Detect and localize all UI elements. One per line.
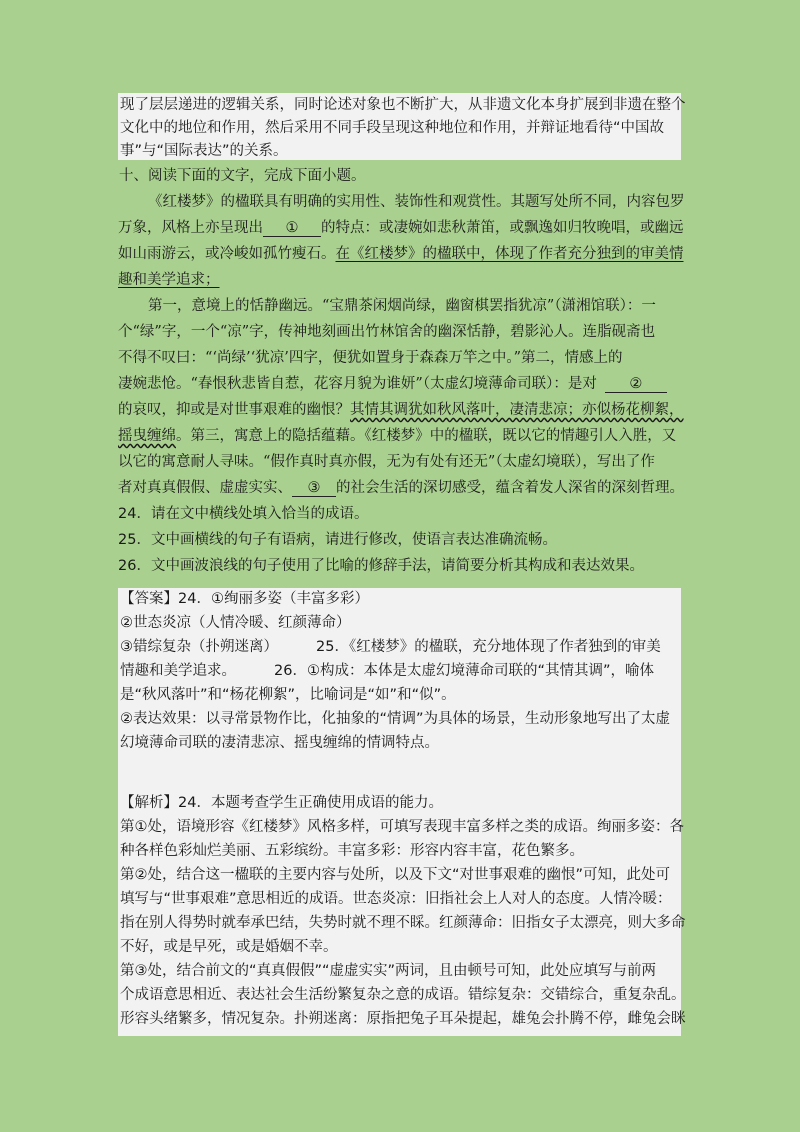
answer-line: ③错综复杂（扑朔迷离） 25．《红楼梦》的楹联，充分地体现了作者独到的审美 bbox=[120, 639, 661, 655]
text-line: 第一，意境上的恬静幽远。“宝鼎茶闲烟尚绿，幽窗棋罢指犹凉”（潇湘馆联）：一 bbox=[148, 298, 656, 314]
text-line: 摇曳缠绵。第三，寓意上的隐括蕴藉。《红楼梦》中的楹联，既以它的情趣引人入胜，又 bbox=[118, 428, 677, 444]
answer-line: 幻境薄命司联的凄清悲凉、摇曳缠绵的情调特点。 bbox=[120, 735, 439, 751]
wavy-sentence-end: 摇曳缠绵 bbox=[118, 428, 176, 444]
text-line: 《红楼梦》的楹联具有明确的实用性、装饰性和观赏性。其题写处所不同，内容包罗 bbox=[148, 194, 685, 210]
explanation-line: 【解析】24．本题考查学生正确使用成语的能力。 bbox=[120, 795, 443, 811]
explanation-line: 个成语意思相近、表达社会生活纷繁复杂之意的成语。错综复杂：交错综合，重复杂乱。 bbox=[120, 987, 686, 1003]
text-line: 文化中的地位和作用，然后采用不同手段呈现这种地位和作用，并辩证地看待“中国故 bbox=[120, 120, 665, 136]
question-heading: 十、阅读下面的文字，完成下面小题。 bbox=[119, 168, 366, 184]
explanation-line: 不好，或是早死，或是婚姻不幸。 bbox=[120, 939, 338, 955]
explanation-line: 第③处，结合前文的“真真假假”“虚虚实实”两词，且由顿号可知，此处应填写与前两 bbox=[120, 963, 657, 979]
explanation-line: 种各样色彩灿烂美丽、五彩缤纷。丰富多彩：形容内容丰富，花色繁多。 bbox=[120, 843, 584, 859]
wavy-sentence: 其情其调犹如秋风落叶，凄清悲凉；亦似杨花柳絮， bbox=[350, 402, 684, 418]
answer-block bbox=[118, 588, 686, 1036]
underlined-sentence-end: 趣和美学追求； bbox=[118, 272, 220, 288]
text-line bbox=[118, 271, 220, 289]
answer-line: 情趣和美学追求。 26．①构成：本体是太虚幻境薄命司联的“其情其调”，喻体 bbox=[120, 663, 654, 679]
answer-line: 是“秋风落叶”和“杨花柳絮”，比喻词是“如”和“似”。 bbox=[120, 687, 456, 703]
explanation-line: 指在别人得势时就奉承巴结，失势时就不理不睬。红颜薄命：旧指女子太漂亮，则大多命 bbox=[120, 915, 686, 931]
text-line: 现了层层递进的逻辑关系，同时论述对象也不断扩大，从非遗文化本身扩展到非遗在整个 bbox=[120, 97, 686, 113]
previous-answer-block bbox=[118, 93, 686, 160]
blank-2: ② bbox=[605, 376, 667, 393]
blank-3: ③ bbox=[292, 480, 336, 497]
explanation-line: 第②处，结合这一楹联的主要内容与处所，以及下文“对世事艰难的幽恨”可知，此处可 bbox=[120, 867, 671, 883]
text-line: 凄婉悲怆。“春恨秋悲皆自惹，花容月貌为谁妍”（太虚幻境薄命司联）：是对 ② bbox=[118, 375, 667, 393]
explanation-line: 第①处，语境形容《红楼梦》风格多样，可填写表现丰富多样之类的成语。绚丽多姿：各 bbox=[120, 819, 684, 835]
text-line: 万象，风格上亦呈现出 ① 的特点：或凄婉如悲秋萧笛，或飘逸如归牧晚唱，或幽远 bbox=[118, 220, 684, 236]
text-line: 事”与“国际表达”的关系。 bbox=[120, 143, 288, 159]
underlined-sentence: 在《红楼梦》的楹联中，体现了作者充分独到的审美情 bbox=[335, 246, 684, 262]
question-26: 26．文中画波浪线的句子使用了比喻的修辞手法，请简要分析其构成和表达效果。 bbox=[118, 558, 644, 574]
answer-line: 【答案】24．①绚丽多姿（丰富多彩） bbox=[120, 591, 369, 607]
question-25: 25．文中画横线的句子有语病，请进行修改，使语言表达准确流畅。 bbox=[118, 532, 557, 548]
question-24: 24．请在文中横线处填入恰当的成语。 bbox=[118, 506, 369, 522]
text-line: 不得不叹曰：“‘尚绿’‘犹凉’四字，便犹如置身于森森万竿之中。”第二，情感上的 bbox=[118, 350, 623, 366]
text-line: 者对真真假假、虚虚实实、 ③ 的社会生活的深切感受，蕴含着发人深省的深刻哲理。 bbox=[118, 480, 684, 496]
text-line: 的哀叹，抑或是对世事艰难的幽恨？其情其调犹如秋风落叶，凄清悲凉；亦似杨花柳絮， bbox=[118, 402, 684, 418]
text-line: 个“绿”字，一个“凉”字，传神地刻画出竹林馆舍的幽深恬静，碧影沁人。连脂砚斋也 bbox=[118, 324, 656, 340]
answer-line: ②表达效果：以寻常景物作比，化抽象的“情调”为具体的场景，生动形象地写出了太虚 bbox=[120, 711, 671, 727]
blank-1: ① bbox=[263, 220, 321, 237]
answer-line: ②世态炎凉（人情冷暖、红颜薄命） bbox=[120, 615, 351, 631]
explanation-line: 填写与“世事艰难”意思相近的成语。世态炎凉：旧指社会上人对人的态度。人情冷暖： bbox=[120, 891, 672, 907]
explanation-line: 形容头绪繁多，情况复杂。扑朔迷离：原指把兔子耳朵提起，雄兔会扑腾不停，雌兔会眯 bbox=[120, 1011, 686, 1027]
text-line: 如山雨游云，或冷峻如孤竹瘦石。在《红楼梦》的楹联中，体现了作者充分独到的审美情 bbox=[118, 246, 684, 262]
text-line: 以它的寓意耐人寻味。“假作真时真亦假，无为有处有还无”（太虚幻境联），写出了作 bbox=[118, 454, 655, 470]
